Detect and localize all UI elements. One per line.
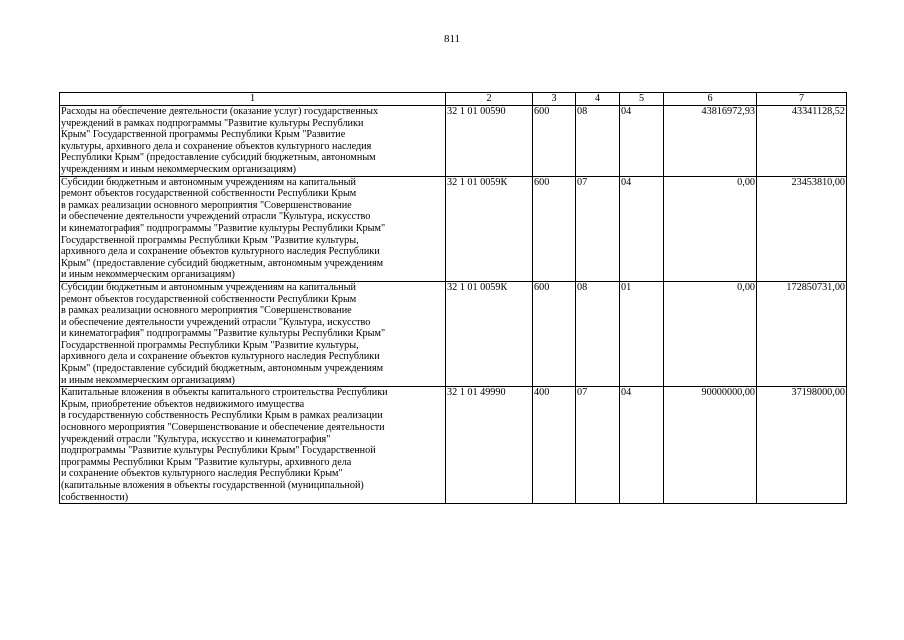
expense-type-code: 600 [533,281,576,386]
table-row [60,106,847,177]
column-header: 1 [60,93,446,106]
expense-description: Субсидии бюджетным и автономным учреждениям на капитальный ремонт объектов государственной собственности Республики Крым в рамках реализации основного мероприятия "Совершенствование и обеспечение деятельности учреждений отрасли "Культура, искусство и кинематография" подпрограммы "Развитие культуры Республики Крым" Государственной программы Республики Крым "Развитие культуры, архивного дела и сохранение объектов культурного наследия Республики Крым" (предоставление субсидий бюджетным, автономным учреждениям и иным некоммерческим организациям) [60,176,446,281]
column-header: 7 [757,93,847,106]
budget-table [59,92,847,504]
expense-description: Капитальные вложения в объекты капитального строительства Республики Крым, приобретение объектов недвижимого имущества в государственную собственность Республики Крым в рамках реализации основного мероприятия "Совершенствование и обеспечение деятельности учреждений отрасли "Культура, искусство и кинематография" подпрограммы "Развитие культуры Республики Крым" Государственной программы Республики Крым "Развитие культуры, архивного дела и сохранение объектов культурного наследия Республики Крым" (капитальные вложения в объекты государственной (муниципальной) собственности) [60,387,446,504]
amount-col7: 172850731,00 [757,281,847,386]
column-header: 3 [533,93,576,106]
column-header: 2 [446,93,533,106]
table-row [60,387,847,504]
column-header: 5 [620,93,664,106]
header-row [60,93,847,106]
page-number: 811 [443,33,461,45]
expense-type-code: 400 [533,387,576,504]
table-row [60,176,847,281]
column-header: 6 [664,93,757,106]
section-code: 07 [576,387,620,504]
subsection-code: 04 [620,387,664,504]
amount-col6: 43816972,93 [664,106,757,177]
section-code: 08 [576,106,620,177]
table-row [60,281,847,386]
amount-col7: 23453810,00 [757,176,847,281]
classification-code: 32 1 01 00590 [446,106,533,177]
expense-type-code: 600 [533,106,576,177]
section-code: 07 [576,176,620,281]
expense-type-code: 600 [533,176,576,281]
amount-col6: 0,00 [664,281,757,386]
amount-col6: 90000000,00 [664,387,757,504]
expense-description: Субсидии бюджетным и автономным учреждениям на капитальный ремонт объектов государственной собственности Республики Крым в рамках реализации основного мероприятия "Совершенствование и обеспечение деятельности учреждений отрасли "Культура, искусство и кинематография" подпрограммы "Развитие культуры Республики Крым" Государственной программы Республики Крым "Развитие культуры, архивного дела и сохранение объектов культурного наследия Республики Крым" (предоставление субсидий бюджетным, автономным учреждениям и иным некоммерческим организациям) [60,281,446,386]
column-header: 4 [576,93,620,106]
subsection-code: 04 [620,176,664,281]
classification-code: 32 1 01 49990 [446,387,533,504]
amount-col6: 0,00 [664,176,757,281]
subsection-code: 01 [620,281,664,386]
subsection-code: 04 [620,106,664,177]
amount-col7: 43341128,52 [757,106,847,177]
classification-code: 32 1 01 0059К [446,281,533,386]
section-code: 08 [576,281,620,386]
amount-col7: 37198000,00 [757,387,847,504]
expense-description: Расходы на обеспечение деятельности (оказание услуг) государственных учреждений в рамках подпрограммы "Развитие культуры Республики Крым" Государственной программы Республики Крым "Развитие культуры, архивного дела и сохранение объектов культурного наследия Республики Крым" (предоставление субсидий бюджетным, автономным учреждениям и иным некоммерческим организациям) [60,106,446,177]
classification-code: 32 1 01 0059К [446,176,533,281]
